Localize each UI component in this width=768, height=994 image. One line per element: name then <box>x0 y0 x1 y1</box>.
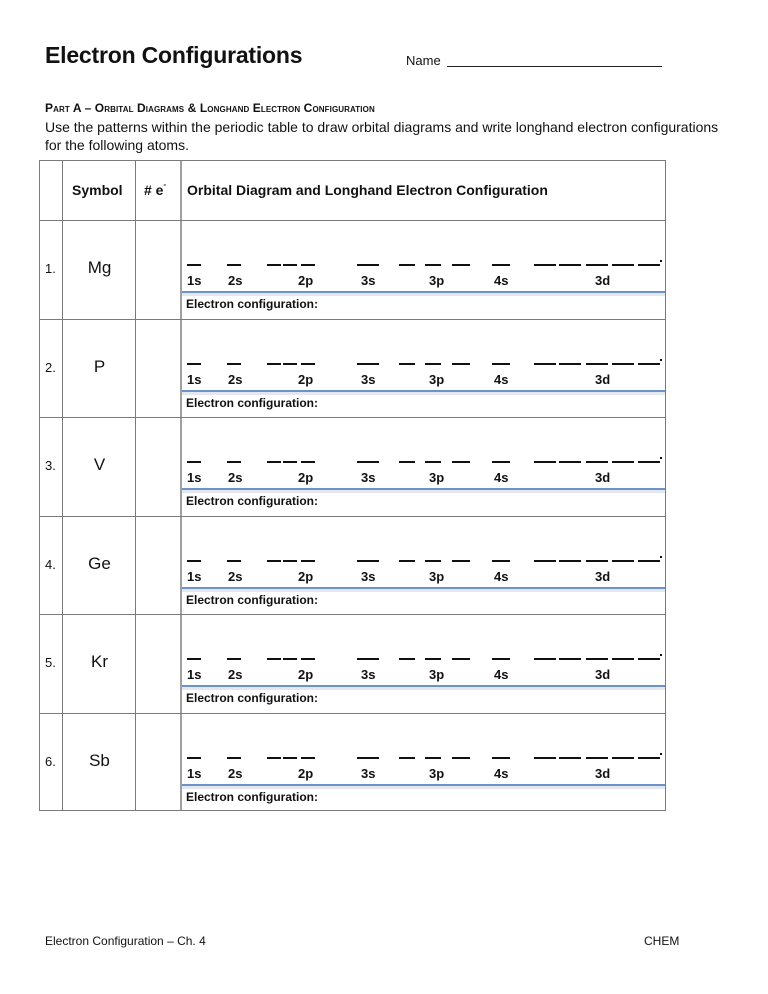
orbital-label: 3d <box>595 273 611 288</box>
orbital-label: 2s <box>228 667 243 682</box>
orbital-label: 3d <box>595 766 611 781</box>
orbital-label: 3d <box>595 372 611 387</box>
orbital-label: 2s <box>228 372 243 387</box>
element-symbol: V <box>93 455 106 474</box>
orbital-label: 3d <box>595 569 611 584</box>
table-row <box>40 418 665 516</box>
orbital-label: 3p <box>429 470 445 485</box>
table-row <box>40 714 665 812</box>
orbital-label: 4s <box>494 372 509 387</box>
orbital-label: 3p <box>429 273 445 288</box>
orbital-label: 3d <box>595 667 611 682</box>
orbital-label: 3s <box>361 667 376 682</box>
orbital-label: 2s <box>228 569 243 584</box>
header-electrons <box>144 182 166 198</box>
worksheet-table <box>39 160 666 811</box>
orbital-label: 3s <box>361 569 376 584</box>
orbital-label: 3d <box>595 470 611 485</box>
orbital-label: 2s <box>228 273 243 288</box>
page-title: Electron Configurations <box>45 42 303 68</box>
orbital-label: 2p <box>298 470 314 485</box>
electron-config-label: Electron configuration: <box>186 396 318 410</box>
table-row <box>40 221 665 319</box>
orbital-label: 4s <box>494 569 509 584</box>
orbital-label: 3s <box>361 273 376 288</box>
orbital-label: 3s <box>361 470 376 485</box>
element-symbol: P <box>93 357 106 376</box>
orbital-diagram[interactable] <box>40 658 667 660</box>
part-a-heading: Part A – Orbital Diagrams & Longhand Electron Configuration <box>45 101 375 115</box>
orbital-label: 3p <box>429 372 445 387</box>
electron-config-label: Electron configuration: <box>186 494 318 508</box>
orbital-diagram[interactable] <box>40 363 667 365</box>
orbital-label: 3p <box>429 569 445 584</box>
row-number: 5. <box>45 655 56 670</box>
part-a-instructions: Use the patterns within the periodic table to draw orbital diagrams and write longhand electron configurations for the following atoms. <box>45 119 719 153</box>
orbital-label: 1s <box>187 372 202 387</box>
orbital-label: 2p <box>298 667 314 682</box>
orbital-label: 1s <box>187 569 202 584</box>
name-input-line[interactable] <box>447 66 662 67</box>
orbital-label: 2p <box>298 766 314 781</box>
orbital-label: 2p <box>298 372 314 387</box>
orbital-label: 1s <box>187 470 202 485</box>
divider-shadow <box>182 786 665 789</box>
row-number: 2. <box>45 360 56 375</box>
element-symbol: Ge <box>88 554 111 573</box>
row-number: 4. <box>45 557 56 572</box>
header-electrons-sup: - <box>163 180 167 190</box>
orbital-label: 4s <box>494 273 509 288</box>
orbital-label: 4s <box>494 470 509 485</box>
orbital-diagram[interactable] <box>40 264 667 266</box>
orbital-label: 1s <box>187 667 202 682</box>
header-electrons-label: # e <box>144 182 164 198</box>
orbital-label: 4s <box>494 766 509 781</box>
row-number: 3. <box>45 458 56 473</box>
footer-right: CHEM <box>644 934 680 948</box>
row-number: 6. <box>45 754 56 769</box>
divider-shadow <box>182 687 665 690</box>
table-row <box>40 517 665 615</box>
orbital-label: 2p <box>298 569 314 584</box>
element-symbol: Sb <box>89 751 110 770</box>
orbital-label: 3p <box>429 766 445 781</box>
orbital-label: 3p <box>429 667 445 682</box>
table-row <box>40 615 665 713</box>
orbital-diagram[interactable] <box>40 757 667 759</box>
orbital-diagram[interactable] <box>40 560 667 562</box>
orbital-label: 2s <box>228 470 243 485</box>
orbital-label: 1s <box>187 273 202 288</box>
element-symbol: Kr <box>91 652 108 671</box>
orbital-diagram[interactable] <box>40 461 667 463</box>
electron-config-label: Electron configuration: <box>186 593 318 607</box>
table-row <box>40 320 665 418</box>
electron-config-label: Electron configuration: <box>186 790 318 804</box>
divider-shadow <box>182 589 665 592</box>
divider-shadow <box>182 293 665 296</box>
orbital-label: 3s <box>361 766 376 781</box>
divider-shadow <box>182 490 665 493</box>
orbital-label: 1s <box>187 766 202 781</box>
orbital-label: 3s <box>361 372 376 387</box>
element-symbol: Mg <box>87 258 112 277</box>
header-symbol: Symbol <box>72 182 123 198</box>
name-label: Name <box>406 53 441 68</box>
divider-shadow <box>182 392 665 395</box>
electron-config-label: Electron configuration: <box>186 297 318 311</box>
orbital-label: 2s <box>228 766 243 781</box>
orbital-label: 4s <box>494 667 509 682</box>
footer-left: Electron Configuration – Ch. 4 <box>45 934 206 948</box>
header-diagram: Orbital Diagram and Longhand Electron Configuration <box>187 182 548 198</box>
electron-config-label: Electron configuration: <box>186 691 318 705</box>
row-number: 1. <box>45 261 56 276</box>
orbital-label: 2p <box>298 273 314 288</box>
